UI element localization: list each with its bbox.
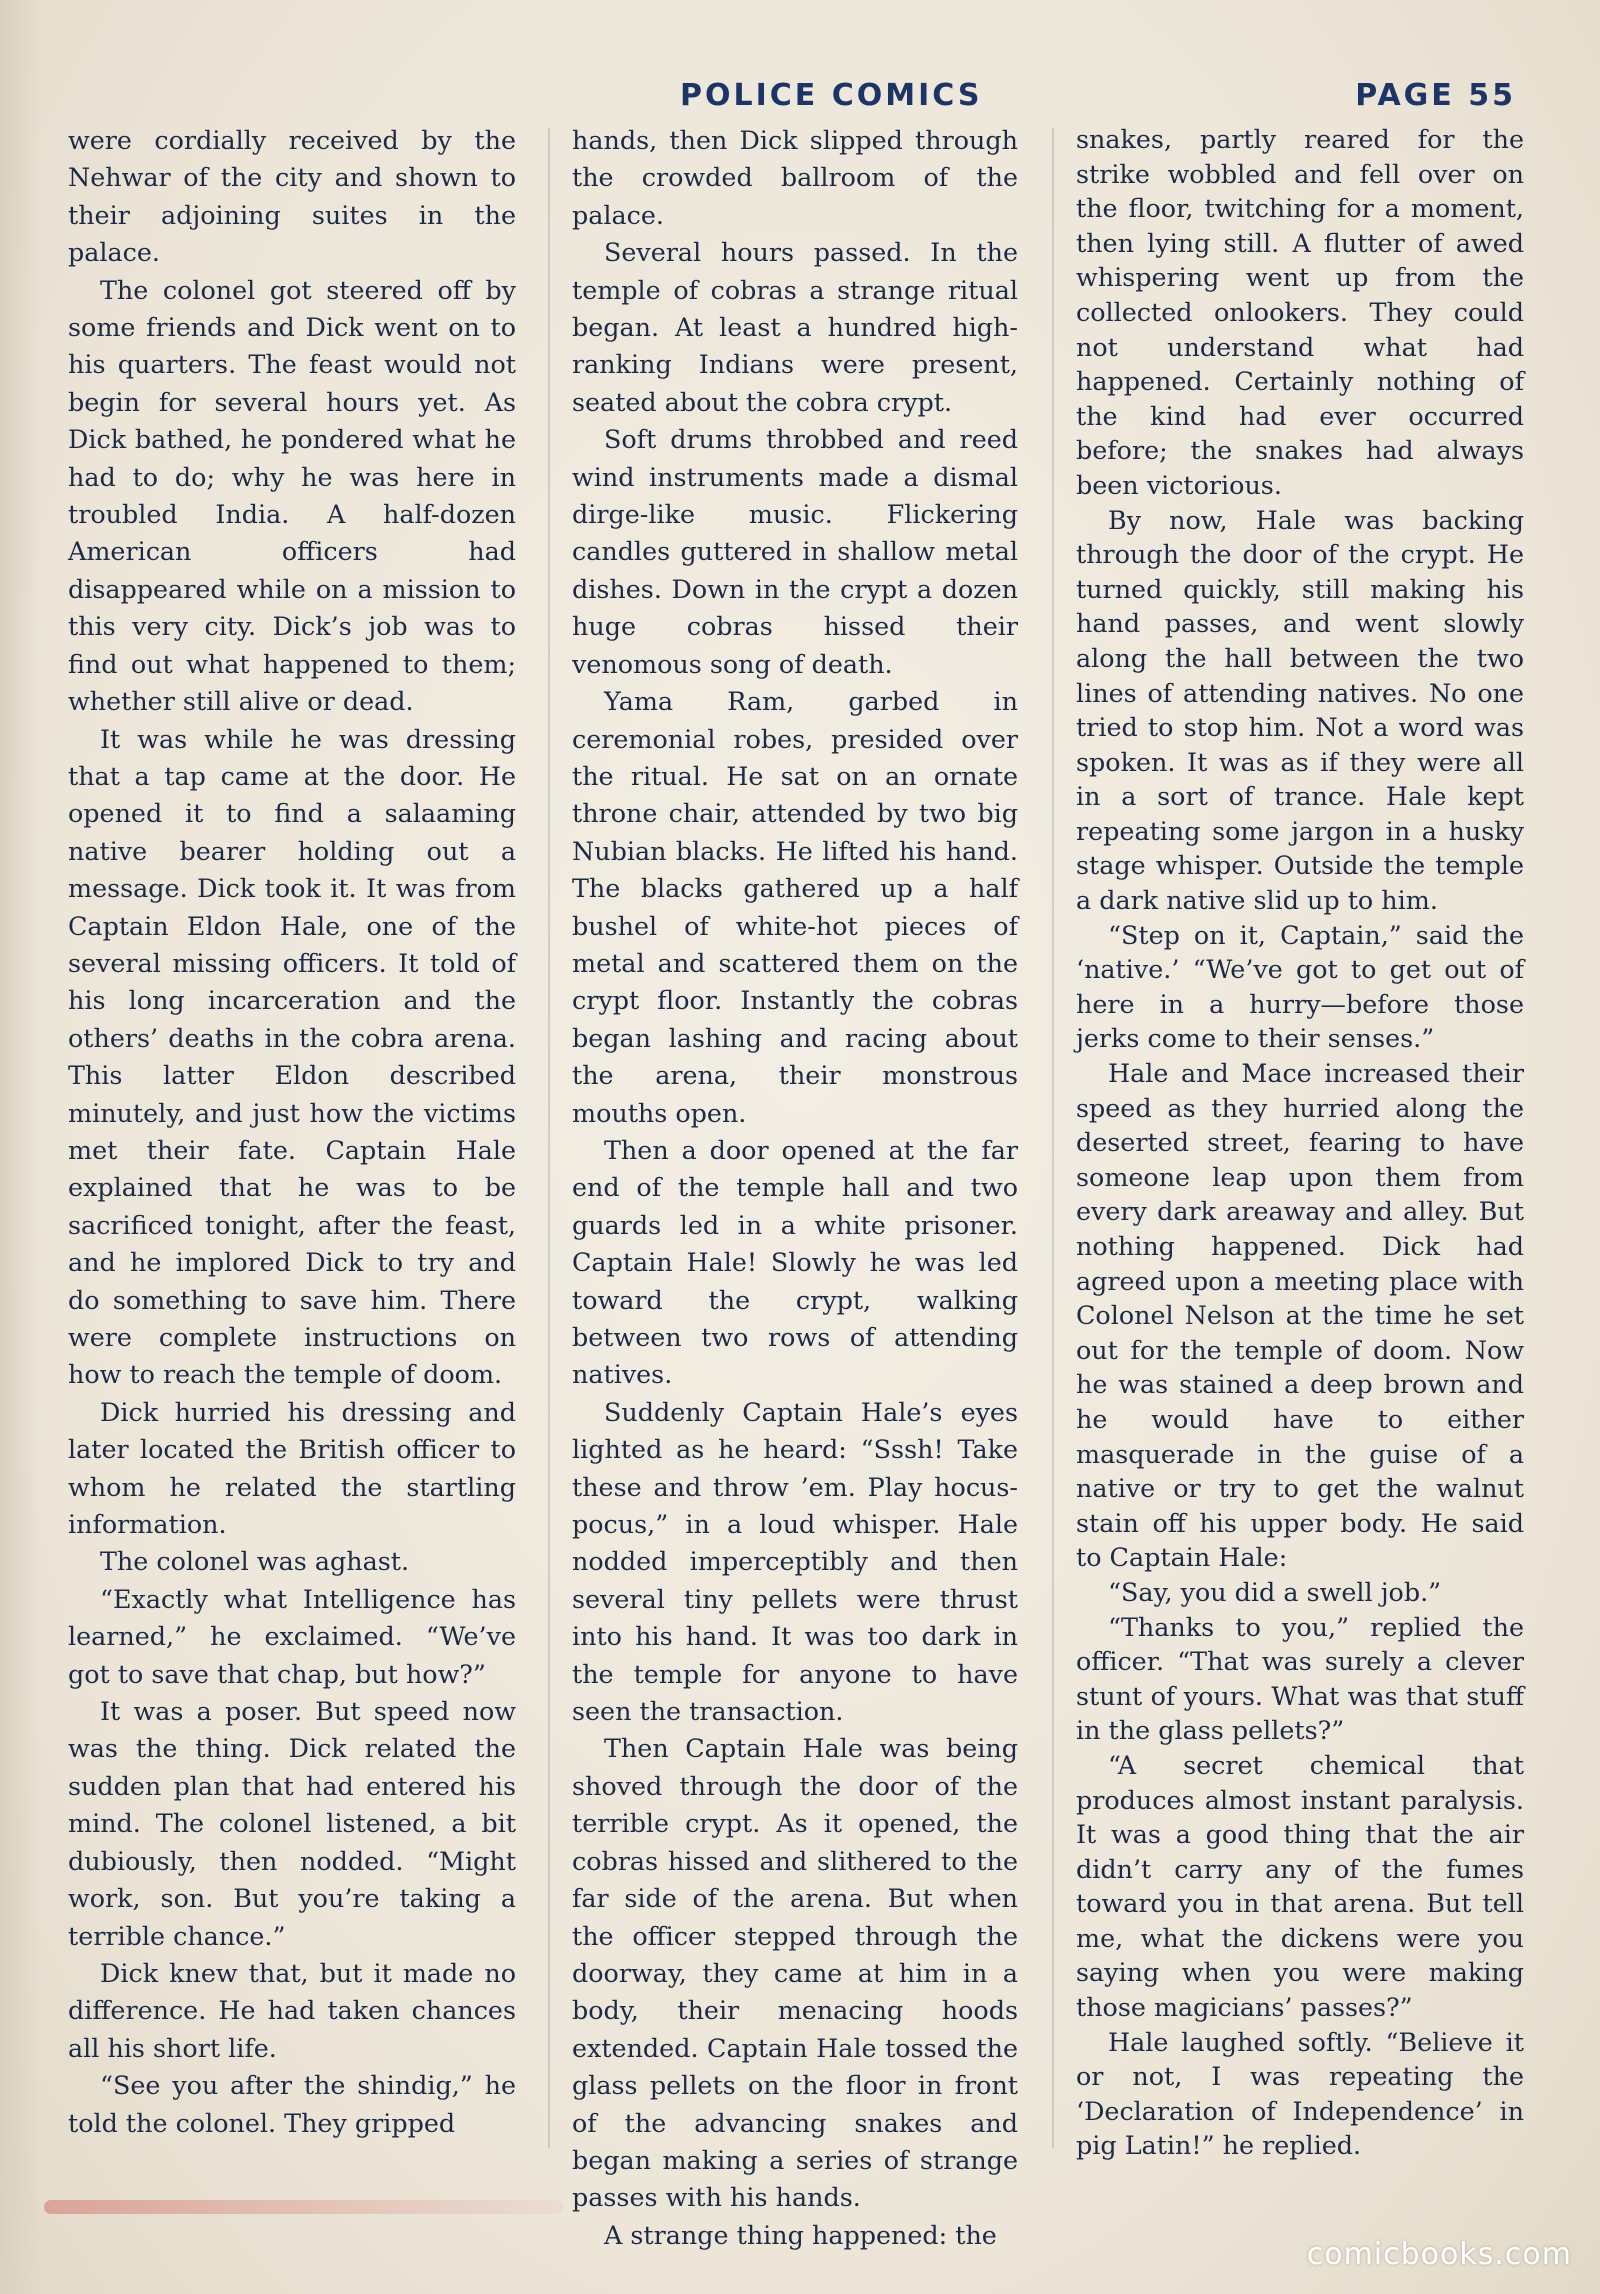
paragraph: Suddenly Captain Hale’s eyes lighted as he heard: “Sssh! Take these and throw ’em. Play hocus-pocus,” in a loud whisper. Hale nodded imperceptibly and then several tiny pellets were thrust into his hand. It was too dark in the temple for anyone to have seen the transaction.	[572, 1396, 1018, 1727]
magazine-title: POLICE COMICS	[680, 78, 983, 113]
paragraph: Dick hurried his dressing and later located the British officer to whom he related the startling information.	[68, 1396, 516, 1540]
paragraph: The colonel was aghast.	[100, 1546, 410, 1577]
paragraph: “Exactly what Intelligence has learned,” he exclaimed. “We’ve got to save that chap, but how?”	[68, 1583, 516, 1689]
paragraph: Yama Ram, garbed in ceremonial robes, presided over the ritual. He sat on an ornate throne chair, attended by two big Nubian blacks. He lifted his hand. The blacks gathered up a half bushel of white-hot pieces of metal and scattered them on the crypt floor. Instantly the cobras began lashing and racing about the arena, their monstrous mouths open.	[572, 686, 1018, 1128]
page-header	[0, 78, 1600, 118]
paragraph: “Say, you did a swell job.”	[1108, 1576, 1442, 1607]
paragraph: “Thanks to you,” replied the officer. “That was surely a clever stunt of yours. What was that stuff in the glass pellets?”	[1076, 1611, 1524, 1746]
paragraph: Then a door opened at the far end of the temple hall and two guards led in a white prisoner. Captain Hale! Slowly he was led toward the crypt, walking between two rows of attending natives.	[572, 1134, 1018, 1390]
text-column-1	[68, 122, 516, 2142]
paragraph: Hale and Mace increased their speed as they hurried along the deserted street, fearing to have someone leap upon them from every dark areaway and alley. But nothing happened. Dick had agreed upon a meeting place with Colonel Nelson at the time he set out for the temple of doom. Now he was stained a deep brown and he would have to either masquerade in the guise of a native or try to get the walnut stain off his upper body. He said to Captain Hale:	[1076, 1058, 1524, 1573]
paragraph: “Step on it, Captain,” said the ‘native.’ “We’ve got to get out of here in a hurry—before those jerks come to their senses.”	[1076, 919, 1524, 1054]
column-divider	[1052, 128, 1054, 2148]
column-divider	[548, 128, 550, 2148]
paragraph: A strange thing happened: the	[604, 2219, 997, 2250]
text-column-2	[572, 122, 1018, 2254]
text-column-3	[1076, 122, 1524, 2163]
paragraph: “See you after the shindig,” he told the colonel. They gripped	[68, 2070, 516, 2138]
paragraph: The colonel got steered off by some friends and Dick went on to his quarters. The feast would not begin for several hours yet. As Dick bathed, he pondered what he had to do; why he was here in troubled India. A half-dozen American officers had disappeared while on a mission to this very city. Dick’s job was to find out what happened to them; whether still alive or dead.	[68, 274, 516, 717]
page-edge-shadow	[0, 0, 40, 2294]
page-number: PAGE 55	[1355, 78, 1516, 113]
paragraph: hands, then Dick slipped through the crowded ballroom of the palace.	[572, 125, 1018, 230]
paragraph: snakes, partly reared for the strike wobbled and fell over on the floor, twitching for a moment, then lying still. A flutter of awed whispering went up from the collected onlookers. They could not understand what had happened. Certainly nothing of the kind had ever occurred before; the snakes had always been victorious.	[1076, 124, 1524, 500]
paragraph: Hale laughed softly. “Believe it or not, I was repeating the ‘Declaration of Independence’ in pig Latin!” he replied.	[1076, 2026, 1524, 2161]
paragraph: were cordially received by the Nehwar of the city and shown to their adjoining suites in the palace.	[68, 125, 516, 268]
paragraph: It was while he was dressing that a tap came at the door. He opened it to find a salaaming native bearer holding out a message. Dick took it. It was from Captain Eldon Hale, one of the several missing officers. It told of his long incarceration and the others’ deaths in the cobra arena. This latter Eldon described minutely, and just how the victims met their fate. Captain Hale explained that he was to be sacrificed tonight, after the feast, and he implored Dick to try and do something to save him. There were complete instructions on how to reach the temple of doom.	[68, 723, 516, 1390]
paragraph: By now, Hale was backing through the door of the crypt. He turned quickly, still making his hand passes, and went slowly along the hall between the two lines of attending natives. No one tried to stop him. Not a word was spoken. It was as if they were all in a sort of trance. Hale kept repeating some jargon in a husky stage whisper. Outside the temple a dark native slid up to him.	[1076, 504, 1524, 916]
paragraph: “A secret chemical that produces almost instant paralysis. It was a good thing that the air didn’t carry any of the fumes toward you in that arena. But tell me, what the dickens were you saying when you were making those magicians’ passes?”	[1076, 1749, 1524, 2023]
ink-smudge	[44, 2200, 564, 2214]
paragraph: It was a poser. But speed now was the thing. Dick related the sudden plan that had entered his mind. The colonel listened, a bit dubiously, then nodded. “Might work, son. But you’re taking a terrible chance.”	[68, 1696, 516, 1951]
paragraph: Dick knew that, but it made no difference. He had taken chances all his short life.	[68, 1957, 516, 2063]
paragraph: Then Captain Hale was being shoved through the door of the terrible crypt. As it opened, the cobras hissed and slithered to the far side of the arena. But when the officer stepped through the doorway, they came at him in a body, their menacing hoods extended. Captain Hale tossed the glass pellets on the floor in front of the advancing snakes and began making a series of strange passes with his hands.	[572, 1733, 1018, 2213]
paragraph: Soft drums throbbed and reed wind instruments made a dismal dirge-like music. Flickering candles guttered in shallow metal dishes. Down in the crypt a dozen huge cobras hissed their venomous song of death.	[572, 424, 1018, 679]
paragraph: Several hours passed. In the temple of cobras a strange ritual began. At least a hundred high-ranking Indians were present, seated about the cobra crypt.	[572, 237, 1018, 417]
site-watermark: comicbooks.com	[1306, 2237, 1572, 2272]
